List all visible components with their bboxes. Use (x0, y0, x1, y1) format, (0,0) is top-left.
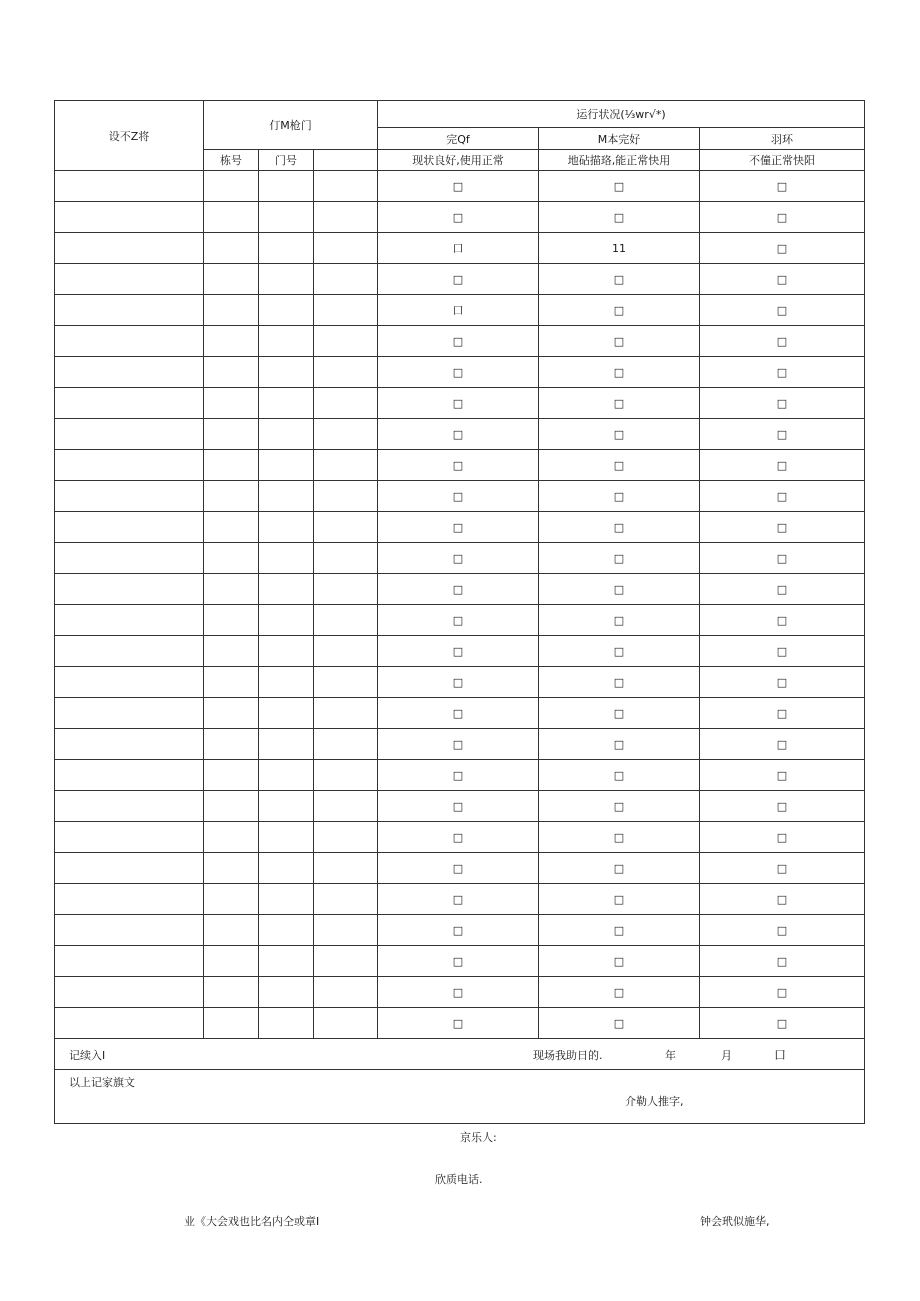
door-cell[interactable] (259, 543, 314, 574)
extra-cell[interactable] (314, 1008, 378, 1039)
device-cell[interactable] (55, 946, 204, 977)
door-cell[interactable] (259, 1008, 314, 1039)
extra-cell[interactable] (314, 977, 378, 1008)
building-cell[interactable] (204, 791, 259, 822)
table-row (55, 884, 865, 915)
status-basic-checkbox[interactable]: □ (539, 419, 700, 450)
location-header: 仃M枪门 (204, 101, 378, 150)
status-basic-checkbox[interactable]: □ (539, 698, 700, 729)
status-basic-checkbox[interactable]: □ (539, 946, 700, 977)
device-cell[interactable] (55, 636, 204, 667)
status-good-checkbox[interactable]: □ (378, 977, 539, 1008)
status-bad-checkbox[interactable]: □ (700, 233, 865, 264)
status-good-checkbox[interactable]: □ (378, 636, 539, 667)
table-row (55, 698, 865, 729)
door-cell[interactable] (259, 915, 314, 946)
door-cell[interactable] (259, 450, 314, 481)
extra-cell[interactable] (314, 698, 378, 729)
check-date-label: 现场我助日的. (533, 1049, 603, 1062)
door-cell[interactable] (259, 946, 314, 977)
building-cell[interactable] (204, 667, 259, 698)
status-bad-checkbox[interactable]: □ (700, 822, 865, 853)
notes-label: 以上记家旗文 (69, 1076, 135, 1089)
building-cell[interactable] (204, 884, 259, 915)
door-cell[interactable] (259, 729, 314, 760)
building-cell[interactable] (204, 326, 259, 357)
door-cell[interactable] (259, 853, 314, 884)
building-cell[interactable] (204, 636, 259, 667)
status-bad-checkbox[interactable]: □ (700, 171, 865, 202)
status-basic-checkbox[interactable]: □ (539, 388, 700, 419)
status-basic-checkbox[interactable]: □ (539, 450, 700, 481)
status-good-checkbox[interactable]: □ (378, 388, 539, 419)
building-cell[interactable] (204, 512, 259, 543)
device-cell[interactable] (55, 481, 204, 512)
device-cell[interactable] (55, 450, 204, 481)
status-bad-checkbox[interactable]: □ (700, 698, 865, 729)
status-basic-checkbox[interactable]: □ (539, 915, 700, 946)
door-cell[interactable] (259, 295, 314, 326)
status-basic-checkbox[interactable]: □ (539, 884, 700, 915)
table-row (55, 574, 865, 605)
table-row (55, 202, 865, 233)
extra-cell[interactable] (314, 543, 378, 574)
status-basic-checkbox[interactable]: □ (539, 729, 700, 760)
status-bad-header: 羽环 (700, 128, 865, 150)
device-cell[interactable] (55, 512, 204, 543)
notes-row (55, 1070, 865, 1124)
building-cell[interactable] (204, 481, 259, 512)
status-bad-checkbox[interactable]: □ (700, 915, 865, 946)
table-row (55, 853, 865, 884)
device-cell[interactable] (55, 698, 204, 729)
status-bad-checkbox[interactable]: □ (700, 1008, 865, 1039)
extra-cell[interactable] (314, 791, 378, 822)
table-row (55, 233, 865, 264)
status-good-checkbox[interactable]: 口 (378, 233, 539, 264)
status-bad-checkbox[interactable]: □ (700, 512, 865, 543)
door-cell[interactable] (259, 884, 314, 915)
year-label: 年 (665, 1049, 676, 1062)
extra-cell[interactable] (314, 171, 378, 202)
extra-cell[interactable] (314, 202, 378, 233)
extra-cell[interactable] (314, 512, 378, 543)
door-cell[interactable] (259, 419, 314, 450)
status-basic-checkbox[interactable]: □ (539, 264, 700, 295)
building-cell[interactable] (204, 977, 259, 1008)
status-good-checkbox[interactable]: □ (378, 326, 539, 357)
device-cell[interactable] (55, 884, 204, 915)
contact-phone-label: 欣质电话. (435, 1173, 483, 1186)
status-basic-checkbox[interactable]: 11 (539, 233, 700, 264)
extra-cell[interactable] (314, 574, 378, 605)
status-good-checkbox[interactable]: □ (378, 853, 539, 884)
status-bad-checkbox[interactable]: □ (700, 481, 865, 512)
extra-cell[interactable] (314, 326, 378, 357)
extra-cell[interactable] (314, 853, 378, 884)
status-bad-checkbox[interactable]: □ (700, 884, 865, 915)
status-basic-checkbox[interactable]: □ (539, 512, 700, 543)
status-good-checkbox[interactable]: □ (378, 605, 539, 636)
status-header: 运行状况(⅓wr√*) (378, 101, 865, 128)
status-bad-checkbox[interactable]: □ (700, 419, 865, 450)
building-cell[interactable] (204, 729, 259, 760)
building-cell[interactable] (204, 1008, 259, 1039)
device-cell[interactable] (55, 574, 204, 605)
extra-cell[interactable] (314, 295, 378, 326)
status-good-checkbox[interactable]: □ (378, 1008, 539, 1039)
table-row (55, 450, 865, 481)
status-good-checkbox[interactable]: □ (378, 264, 539, 295)
extra-cell[interactable] (314, 884, 378, 915)
extra-cell[interactable] (314, 264, 378, 295)
device-cell[interactable] (55, 388, 204, 419)
table-row (55, 667, 865, 698)
status-good-checkbox[interactable]: □ (378, 791, 539, 822)
status-bad-checkbox[interactable]: □ (700, 202, 865, 233)
device-cell[interactable] (55, 357, 204, 388)
device-cell[interactable] (55, 915, 204, 946)
table-row (55, 636, 865, 667)
table-row (55, 977, 865, 1008)
device-cell[interactable] (55, 202, 204, 233)
day-label: 口 (774, 1048, 787, 1062)
door-cell[interactable] (259, 233, 314, 264)
door-cell[interactable] (259, 791, 314, 822)
status-bad-desc: 不僮正常快阳 (700, 150, 865, 171)
device-cell[interactable] (55, 326, 204, 357)
extra-cell[interactable] (314, 388, 378, 419)
status-good-checkbox[interactable]: □ (378, 946, 539, 977)
door-cell[interactable] (259, 512, 314, 543)
status-good-checkbox[interactable]: □ (378, 915, 539, 946)
device-cell[interactable] (55, 760, 204, 791)
status-basic-checkbox[interactable]: □ (539, 326, 700, 357)
door-no-header: 门号 (259, 150, 314, 171)
status-basic-checkbox[interactable]: □ (539, 357, 700, 388)
door-cell[interactable] (259, 636, 314, 667)
table-row (55, 326, 865, 357)
table-row (55, 760, 865, 791)
inspection-table (54, 100, 865, 1124)
building-cell[interactable] (204, 574, 259, 605)
table-row (55, 543, 865, 574)
status-bad-checkbox[interactable]: □ (700, 946, 865, 977)
extra-cell[interactable] (314, 481, 378, 512)
status-bad-checkbox[interactable]: □ (700, 636, 865, 667)
extra-cell[interactable] (314, 605, 378, 636)
door-cell[interactable] (259, 760, 314, 791)
month-label: 月 (721, 1049, 732, 1062)
status-bad-checkbox[interactable]: □ (700, 791, 865, 822)
status-basic-checkbox[interactable]: □ (539, 791, 700, 822)
device-cell[interactable] (55, 264, 204, 295)
door-cell[interactable] (259, 822, 314, 853)
table-row (55, 171, 865, 202)
status-basic-checkbox[interactable]: □ (539, 202, 700, 233)
status-bad-checkbox[interactable]: □ (700, 605, 865, 636)
table-row (55, 419, 865, 450)
building-cell[interactable] (204, 450, 259, 481)
extra-cell[interactable] (314, 760, 378, 791)
building-cell[interactable] (204, 388, 259, 419)
table-row (55, 915, 865, 946)
status-basic-checkbox[interactable]: □ (539, 605, 700, 636)
extra-cell[interactable] (314, 915, 378, 946)
extra-cell[interactable] (314, 946, 378, 977)
building-cell[interactable] (204, 233, 259, 264)
building-cell[interactable] (204, 822, 259, 853)
status-good-checkbox[interactable]: 口 (378, 295, 539, 326)
door-cell[interactable] (259, 977, 314, 1008)
extra-cell[interactable] (314, 233, 378, 264)
extra-cell[interactable] (314, 450, 378, 481)
status-basic-desc: 地砧描珞,能正常快用 (539, 150, 700, 171)
status-bad-checkbox[interactable]: □ (700, 543, 865, 574)
door-cell[interactable] (259, 574, 314, 605)
status-good-checkbox[interactable]: □ (378, 450, 539, 481)
status-good-checkbox[interactable]: □ (378, 419, 539, 450)
door-cell[interactable] (259, 605, 314, 636)
status-good-desc: 现状良好,使用正常 (378, 150, 539, 171)
building-no-header: 栋号 (204, 150, 259, 171)
status-bad-checkbox[interactable]: □ (700, 667, 865, 698)
status-bad-checkbox[interactable]: □ (700, 977, 865, 1008)
signer-label: 介勒人推字, (625, 1095, 684, 1108)
recorder-label: 记续入I (69, 1049, 106, 1062)
status-basic-checkbox[interactable]: □ (539, 853, 700, 884)
building-cell[interactable] (204, 915, 259, 946)
status-good-checkbox[interactable]: □ (378, 543, 539, 574)
device-cell[interactable] (55, 1008, 204, 1039)
status-good-checkbox[interactable]: □ (378, 884, 539, 915)
status-basic-header: M本完好 (539, 128, 700, 150)
table-row (55, 357, 865, 388)
status-good-checkbox[interactable]: □ (378, 357, 539, 388)
table-row (55, 605, 865, 636)
status-basic-checkbox[interactable]: □ (539, 295, 700, 326)
table-row (55, 295, 865, 326)
device-cell[interactable] (55, 791, 204, 822)
door-cell[interactable] (259, 171, 314, 202)
status-good-checkbox[interactable]: □ (378, 760, 539, 791)
building-cell[interactable] (204, 605, 259, 636)
table-row (55, 388, 865, 419)
status-basic-checkbox[interactable]: □ (539, 171, 700, 202)
building-cell[interactable] (204, 264, 259, 295)
seal-note-label: 业《大会戏也比名内仝或章I (184, 1215, 320, 1228)
door-cell[interactable] (259, 698, 314, 729)
status-good-checkbox[interactable]: □ (378, 202, 539, 233)
building-cell[interactable] (204, 760, 259, 791)
status-good-checkbox[interactable]: □ (378, 512, 539, 543)
extra-cell[interactable] (314, 636, 378, 667)
status-bad-checkbox[interactable]: □ (700, 729, 865, 760)
status-basic-checkbox[interactable]: □ (539, 574, 700, 605)
door-cell[interactable] (259, 667, 314, 698)
status-bad-checkbox[interactable]: □ (700, 264, 865, 295)
status-bad-checkbox[interactable]: □ (700, 450, 865, 481)
record-row (55, 1039, 865, 1070)
extra-cell[interactable] (314, 729, 378, 760)
building-cell[interactable] (204, 171, 259, 202)
status-good-checkbox[interactable]: □ (378, 698, 539, 729)
table-row (55, 1008, 865, 1039)
building-cell[interactable] (204, 853, 259, 884)
device-cell[interactable] (55, 729, 204, 760)
status-good-checkbox[interactable]: □ (378, 729, 539, 760)
status-bad-checkbox[interactable]: □ (700, 295, 865, 326)
door-cell[interactable] (259, 202, 314, 233)
table-row (55, 264, 865, 295)
device-cell[interactable] (55, 853, 204, 884)
device-cell[interactable] (55, 667, 204, 698)
table-row (55, 946, 865, 977)
status-bad-checkbox[interactable]: □ (700, 760, 865, 791)
door-cell[interactable] (259, 481, 314, 512)
device-cell[interactable] (55, 822, 204, 853)
extra-cell[interactable] (314, 357, 378, 388)
status-bad-checkbox[interactable]: □ (700, 388, 865, 419)
status-good-checkbox[interactable]: □ (378, 481, 539, 512)
door-cell[interactable] (259, 388, 314, 419)
extra-cell[interactable] (314, 419, 378, 450)
device-cell[interactable] (55, 171, 204, 202)
building-cell[interactable] (204, 946, 259, 977)
status-basic-checkbox[interactable]: □ (539, 543, 700, 574)
responsible-person-label: 京乐人: (460, 1131, 497, 1144)
status-bad-checkbox[interactable]: □ (700, 574, 865, 605)
device-cell[interactable] (55, 543, 204, 574)
building-cell[interactable] (204, 295, 259, 326)
table-row (55, 729, 865, 760)
door-cell[interactable] (259, 326, 314, 357)
status-basic-checkbox[interactable]: □ (539, 1008, 700, 1039)
status-basic-checkbox[interactable]: □ (539, 760, 700, 791)
status-bad-checkbox[interactable]: □ (700, 853, 865, 884)
status-good-checkbox[interactable]: □ (378, 574, 539, 605)
door-cell[interactable] (259, 357, 314, 388)
extra-cell[interactable] (314, 667, 378, 698)
table-row (55, 822, 865, 853)
device-cell[interactable] (55, 419, 204, 450)
table-row (55, 791, 865, 822)
device-cell[interactable] (55, 295, 204, 326)
status-good-header: 完Qf (378, 128, 539, 150)
building-cell[interactable] (204, 357, 259, 388)
table-row (55, 512, 865, 543)
status-good-checkbox[interactable]: □ (378, 667, 539, 698)
extra-cell[interactable] (314, 822, 378, 853)
device-cell[interactable] (55, 605, 204, 636)
table-row (55, 481, 865, 512)
building-cell[interactable] (204, 698, 259, 729)
device-cell[interactable] (55, 977, 204, 1008)
status-good-checkbox[interactable]: □ (378, 822, 539, 853)
extra-header (314, 150, 378, 171)
building-cell[interactable] (204, 543, 259, 574)
status-good-checkbox[interactable]: □ (378, 171, 539, 202)
status-bad-checkbox[interactable]: □ (700, 326, 865, 357)
device-cell[interactable] (55, 233, 204, 264)
status-basic-checkbox[interactable]: □ (539, 667, 700, 698)
status-bad-checkbox[interactable]: □ (700, 357, 865, 388)
building-cell[interactable] (204, 419, 259, 450)
status-basic-checkbox[interactable]: □ (539, 977, 700, 1008)
status-basic-checkbox[interactable]: □ (539, 481, 700, 512)
building-cell[interactable] (204, 202, 259, 233)
door-cell[interactable] (259, 264, 314, 295)
device-name-header: 设不Z将 (55, 101, 204, 171)
reviewer-label: 钟会玳似施华, (700, 1215, 770, 1228)
status-basic-checkbox[interactable]: □ (539, 822, 700, 853)
status-basic-checkbox[interactable]: □ (539, 636, 700, 667)
